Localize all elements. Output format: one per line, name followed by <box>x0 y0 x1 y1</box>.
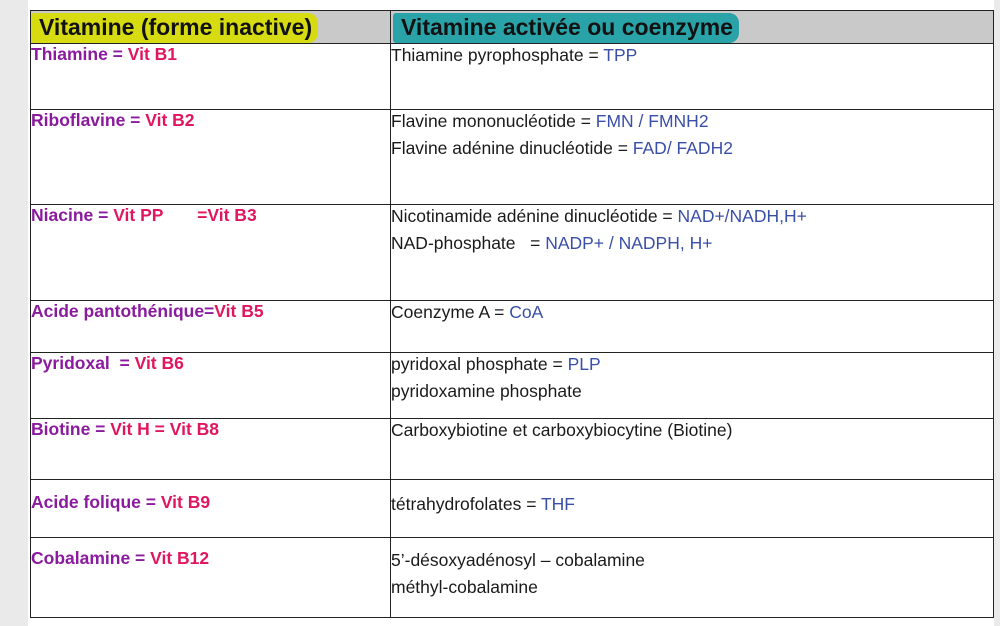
coenzyme-cell <box>391 353 994 419</box>
vitamin-name: Riboflavine = <box>31 110 146 130</box>
table-body <box>31 44 994 618</box>
coenzyme-text: Coenzyme A = <box>391 302 510 322</box>
coenzyme-line <box>391 376 993 407</box>
table-row <box>31 301 994 353</box>
header-activated-label: Vitamine activée ou coenzyme <box>393 13 739 43</box>
table-header-row <box>31 11 994 44</box>
coenzyme-line <box>391 489 993 520</box>
coenzyme-cell <box>391 205 994 301</box>
coenzyme-text: tétrahydrofolates = <box>391 494 541 514</box>
vitamin-cell <box>31 419 391 480</box>
coenzyme-line <box>391 40 993 71</box>
vitamin-name: Acide folique = <box>31 492 161 512</box>
table-row <box>31 480 994 538</box>
vitamin-code: Vit B9 <box>160 492 211 512</box>
table-row <box>31 538 994 618</box>
coenzyme-text: pyridoxamine phosphate <box>391 381 582 401</box>
vitamin-name: Pyridoxal = <box>31 353 135 373</box>
coenzyme-text: Flavine mononucléotide = <box>391 111 596 131</box>
coenzyme-cell <box>391 44 994 110</box>
coenzyme-line <box>391 415 993 446</box>
vitamin-code: Vit B2 <box>145 110 195 130</box>
vitamin-code: Vit B12 <box>150 548 210 568</box>
coenzyme-text: méthyl-cobalamine <box>391 577 538 597</box>
coenzyme-abbr: FAD/ FADH2 <box>632 138 733 158</box>
vitamin-code: Vit B6 <box>134 353 184 373</box>
coenzyme-abbr: FMN / FMNH2 <box>595 111 709 131</box>
vitamin-cell <box>31 301 391 353</box>
vitamin-cell <box>31 480 391 538</box>
coenzyme-text: Flavine adénine dinucléotide = <box>391 138 633 158</box>
coenzyme-line <box>391 133 993 164</box>
coenzyme-abbr: PLP <box>567 354 601 374</box>
vitamin-code: Vit B5 <box>214 301 264 321</box>
coenzyme-line <box>391 228 993 259</box>
coenzyme-abbr: TPP <box>603 45 638 65</box>
coenzyme-abbr: CoA <box>509 302 544 322</box>
vitamin-table <box>30 10 994 618</box>
coenzyme-text: Thiamine pyrophosphate = <box>391 45 604 65</box>
vitamin-cell <box>31 44 391 110</box>
table-row <box>31 110 994 205</box>
coenzyme-text: 5’-désoxyadénosyl – cobalamine <box>391 550 645 570</box>
vitamin-code: Vit B1 <box>127 44 178 64</box>
vitamin-name: Acide pantothénique= <box>31 301 215 321</box>
header-inactive-label: Vitamine (forme inactive) <box>31 13 318 43</box>
table-row <box>31 205 994 301</box>
coenzyme-abbr: NAD+/NADH,H+ <box>677 206 807 226</box>
coenzyme-cell <box>391 419 994 480</box>
coenzyme-abbr: NADP+ / NADPH, H+ <box>545 233 713 253</box>
vitamin-name: Thiamine = <box>31 44 128 64</box>
header-cell-activated <box>391 11 994 44</box>
coenzyme-cell <box>391 110 994 205</box>
table-row <box>31 44 994 110</box>
coenzyme-line <box>391 572 993 603</box>
coenzyme-text: pyridoxal phosphate = <box>391 354 568 374</box>
vitamin-code: Vit PP =Vit B3 <box>113 205 257 225</box>
vitamin-cell <box>31 538 391 618</box>
vitamin-name: Cobalamine = <box>31 548 151 568</box>
coenzyme-text: Nicotinamide adénine dinucléotide = <box>391 206 678 226</box>
vitamin-cell <box>31 110 391 205</box>
coenzyme-cell <box>391 301 994 353</box>
vitamin-cell <box>31 205 391 301</box>
vitamin-cell <box>31 353 391 419</box>
vitamin-code: Vit H = Vit B8 <box>110 419 220 439</box>
table-row <box>31 419 994 480</box>
coenzyme-line <box>391 297 993 328</box>
coenzyme-cell <box>391 480 994 538</box>
coenzyme-text: Carboxybiotine et carboxybiocytine (Biotine) <box>391 420 733 440</box>
vitamin-name: Biotine = <box>31 419 111 439</box>
coenzyme-abbr: THF <box>540 494 576 514</box>
coenzyme-text: NAD-phosphate = <box>391 233 546 253</box>
coenzyme-cell <box>391 538 994 618</box>
vitamin-name: Niacine = <box>31 205 114 225</box>
table-row <box>31 353 994 419</box>
header-cell-inactive <box>31 11 391 44</box>
slide <box>28 0 994 626</box>
